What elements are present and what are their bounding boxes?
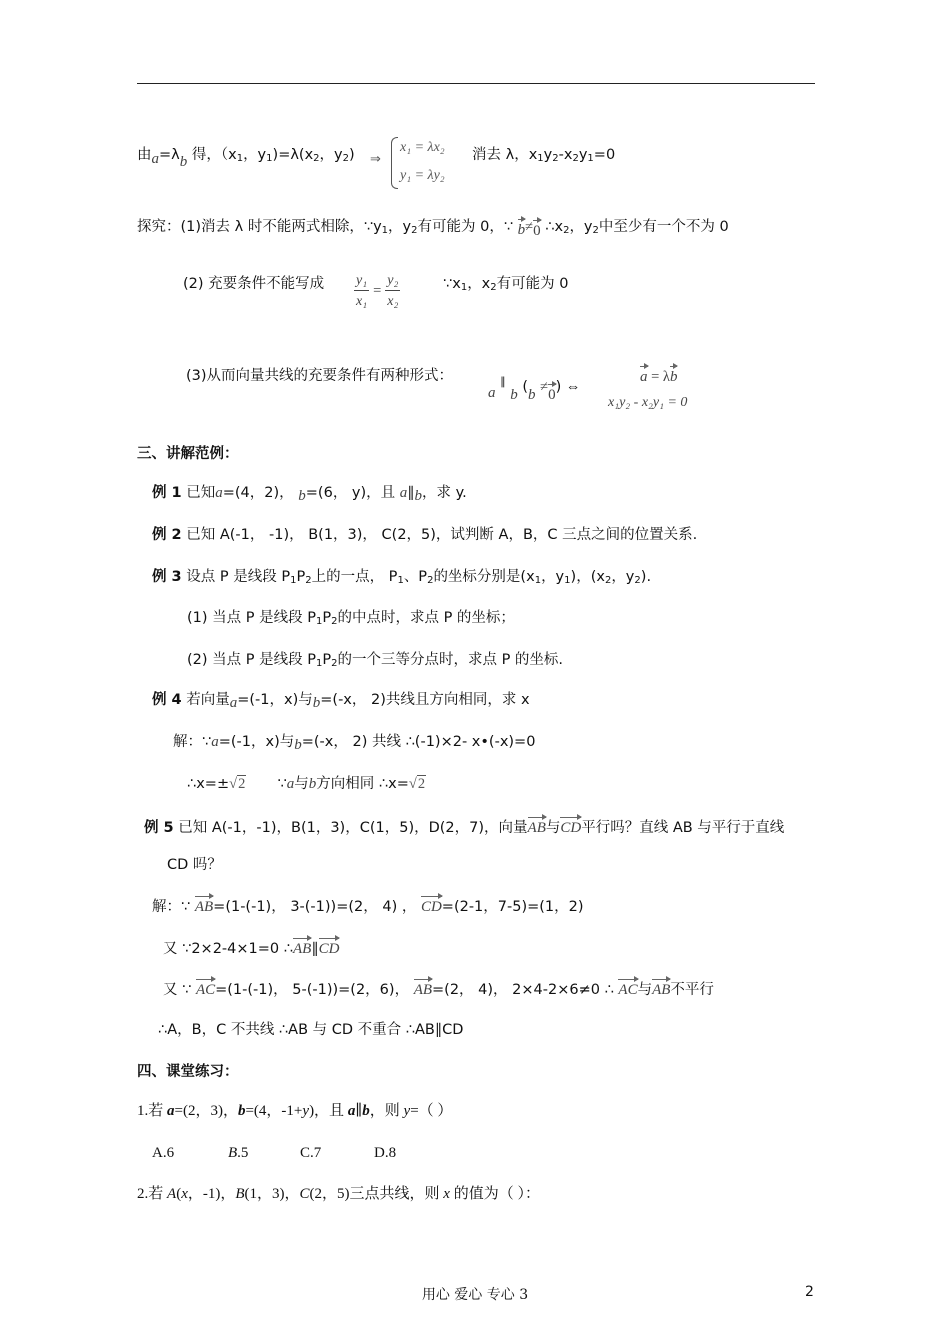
radicand: 2: [238, 776, 246, 792]
bold-a: a: [347, 1103, 356, 1119]
text: =(6， y)，且: [305, 485, 396, 501]
example-label: 例 1: [152, 485, 182, 501]
text: =(1-(-1)， 3-(-1))=(2， 4) ，: [213, 899, 417, 915]
vec-CD: CD: [319, 936, 340, 959]
text: ，x: [467, 276, 491, 292]
text: -x: [558, 147, 573, 163]
vec-AC: AC: [618, 977, 637, 1000]
text: 已知 A(-1， -1)， B(1，3)， C(2，5)，试判断 A，B，C 三点之间的位置关系.: [186, 527, 698, 543]
eliminate-text: [472, 145, 615, 169]
text: ，y: [388, 219, 412, 235]
text: )=λ(x: [272, 147, 314, 163]
vec-AB: AB: [528, 815, 546, 838]
example-2: [152, 525, 697, 545]
explore-1: [137, 217, 729, 241]
vec-zero: 0: [533, 218, 541, 241]
text: =λ: [159, 147, 180, 163]
text: 1.若: [137, 1103, 168, 1119]
example-5: [144, 815, 784, 838]
vec-AC: AC: [196, 977, 215, 1000]
text: (: [176, 1186, 182, 1202]
subscript: 1: [587, 153, 594, 164]
text: ，求 y.: [422, 485, 467, 501]
text: 消去 λ，x: [472, 147, 538, 163]
collinear-condition: [488, 372, 580, 405]
paren: (: [522, 379, 528, 395]
denominator: x₂: [387, 294, 399, 309]
subscript: 2: [552, 153, 559, 164]
vec-b-symbol: b: [414, 488, 423, 504]
question-2: [137, 1184, 540, 1204]
text: =(-1，x)与: [237, 692, 313, 708]
text: 的坐标分别是(x: [433, 569, 535, 585]
example-3-part-2: [187, 650, 563, 674]
subscript: 1: [236, 153, 244, 164]
text: (1) 当点 P 是线段 P: [187, 610, 316, 626]
text: 设点 P 是线段 P: [186, 569, 291, 585]
example-5-solution-1: [152, 894, 584, 917]
text: B: [228, 1145, 238, 1161]
text: =(-1，x)与: [218, 734, 295, 750]
vec-a-symbol: a: [229, 695, 238, 711]
parallel-symbol: ∥: [500, 375, 506, 388]
var-x: x: [443, 1186, 450, 1202]
text: 有可能为 0: [496, 276, 569, 292]
option-c[interactable]: C.7: [300, 1145, 322, 1161]
subscript: 2: [331, 616, 338, 627]
text: ): [349, 147, 355, 163]
text: 解：∵: [152, 899, 191, 915]
text: =0: [593, 147, 616, 163]
text: 2.若: [137, 1186, 168, 1202]
vec-AB: AB: [195, 894, 213, 917]
text: 平行吗？直线 AB 与平行于直线: [581, 820, 785, 836]
equals: =: [373, 283, 382, 299]
text: 已知 A(-1，-1)，B(1，3)，C(1，5)，D(2，7)，向量: [178, 820, 528, 836]
vec-b-symbol: b: [294, 737, 302, 753]
footer-text: 用心 爱心 专心 3: [421, 1287, 529, 1303]
text: 的一个三等分点时，求点 P 的坐标.: [337, 652, 564, 668]
iff-symbol: ⇔: [565, 379, 581, 395]
system-eq-2: y₁ = λy₂: [400, 168, 445, 183]
subscript: 2: [313, 153, 320, 164]
fraction-2: [385, 272, 400, 311]
text: ，y: [611, 569, 635, 585]
text: 中至少有一个不为 0: [598, 219, 729, 235]
text: 探究：(1)消去 λ 时不能两式相除，∵y: [137, 219, 382, 235]
implies-arrow: ⇒: [370, 152, 381, 167]
parallel-symbol: ∥: [311, 941, 319, 957]
point-a: A: [167, 1186, 177, 1202]
example-4-solution-1: [173, 732, 535, 755]
example-5-solution-2: [163, 936, 339, 959]
vec-b-symbol: b: [298, 488, 306, 504]
text: =(2-1，7-5)=(1，2): [441, 899, 584, 915]
subscript: 2: [331, 658, 338, 669]
subscript: 1: [381, 225, 389, 236]
example-label: 例 5: [144, 820, 174, 836]
subscript: 2: [490, 282, 497, 293]
text: ∵: [277, 776, 287, 792]
ratio-formula: [354, 272, 400, 311]
subscript: 2: [563, 225, 570, 236]
subscript: 2: [634, 575, 641, 586]
subscript: 1: [290, 575, 297, 586]
example-4-solution-2: [187, 774, 426, 794]
text: ，y: [541, 569, 565, 585]
text: 若向量: [186, 692, 230, 708]
vec-AB: AB: [414, 977, 432, 1000]
text: 又 ∵2×2-4×1=0 ∴: [163, 941, 293, 957]
vec-zero: 0: [548, 382, 556, 405]
text: 已知: [186, 485, 216, 501]
paren: ): [555, 379, 562, 395]
subscript: 1: [315, 616, 323, 627]
sqrt-2: √2: [408, 776, 426, 792]
text: )，(x: [570, 569, 605, 585]
var-x: x: [181, 1186, 188, 1202]
vec-a: a: [640, 364, 648, 387]
example-label: 例 4: [152, 692, 182, 708]
bold-b: b: [237, 1103, 246, 1119]
vec-b-symbol: b: [312, 695, 321, 711]
form-1: [640, 364, 677, 387]
example-5-cont: CD 吗？: [167, 857, 222, 873]
text: 与: [294, 776, 309, 792]
derivation-line: [137, 145, 355, 172]
section-3-heading: 三、讲解范例：: [137, 446, 239, 462]
text: P: [322, 652, 332, 668]
example-5-solution-3: [163, 977, 714, 1000]
vec-b-symbol: b: [179, 154, 188, 170]
example-1: [152, 483, 467, 506]
vec-b-symbol: b: [308, 776, 317, 792]
bold-a: a: [167, 1103, 175, 1119]
point-c: C: [299, 1186, 310, 1202]
subscript: 1: [266, 153, 273, 164]
vec-CD: CD: [560, 815, 581, 838]
vec-b-symbol: b: [528, 387, 536, 403]
subscript: 2: [305, 575, 312, 586]
option-b[interactable]: [228, 1143, 248, 1163]
question-1: [137, 1101, 452, 1121]
vec-AB: AB: [293, 936, 311, 959]
text: )，且: [309, 1103, 348, 1119]
text: y: [543, 147, 553, 163]
explore-2-text: (2) 充要条件不能写成: [183, 276, 325, 292]
text: 不平行: [670, 982, 714, 998]
text: ∴x=±: [187, 776, 230, 792]
text: y: [578, 147, 588, 163]
vec-b: b: [518, 217, 526, 240]
subscript: 1: [460, 282, 468, 293]
text: 与: [637, 982, 653, 998]
subscript: 1: [397, 575, 404, 586]
text: =(-x， 2)共线且方向相同，求 x: [320, 692, 530, 708]
text: ∴x: [545, 219, 564, 235]
vec-b-symbol: b: [510, 387, 518, 403]
form-2: x₁y₂ - x₂y₁ = 0: [608, 395, 688, 410]
text: 解：∵: [173, 734, 212, 750]
subscript: 2: [342, 153, 350, 164]
example-label: 例 2: [152, 527, 182, 543]
bold-b: b: [362, 1103, 370, 1119]
text: =(4，2)，: [222, 485, 294, 501]
header-rule: [137, 83, 815, 84]
option-d[interactable]: D.8: [374, 1145, 397, 1161]
text: ，-1)，: [187, 1186, 236, 1202]
page-number: 2: [805, 1284, 814, 1300]
text: 方向相同 ∴x=: [316, 776, 409, 792]
section-4-heading: 四、课堂练习：: [137, 1064, 239, 1080]
numerator: y₂: [385, 272, 400, 291]
subscript: 2: [592, 225, 599, 236]
text: ，y: [319, 147, 343, 163]
text: P: [296, 569, 306, 585]
brace: [391, 137, 398, 189]
text: 有可能为 0，∵: [417, 219, 514, 235]
parallel-symbol: ∥: [355, 1103, 363, 1119]
vec-a-symbol: a: [211, 734, 219, 750]
text: ).: [640, 569, 652, 585]
vec-a-symbol: a: [399, 485, 408, 501]
subscript: 1: [564, 575, 571, 586]
example-5-conclusion: ∴A，B，C 不共线 ∴AB 与 CD 不重合 ∴AB∥CD: [158, 1022, 464, 1038]
subscript: 2: [411, 225, 418, 236]
fraction-1: [354, 272, 369, 311]
text: 上的一点， P: [311, 569, 398, 585]
explore-2-tail: [443, 274, 569, 298]
vec-a-symbol: a: [215, 485, 223, 501]
text: 的值为（ ）：: [449, 1186, 540, 1202]
vec-AB: AB: [652, 977, 670, 1000]
subscript: 2: [604, 575, 612, 586]
subscript: 1: [534, 575, 542, 586]
vec-CD: CD: [421, 894, 442, 917]
text: ，则: [369, 1103, 404, 1119]
sqrt-2: √2: [229, 776, 246, 792]
subscript: 2: [572, 153, 579, 164]
text: =(-x， 2) 共线 ∴(-1)×2- x•(-x)=0: [301, 734, 536, 750]
numerator: y₁: [354, 272, 369, 291]
text: P: [322, 610, 332, 626]
text: ，y: [569, 219, 593, 235]
text: (2) 当点 P 是线段 P: [187, 652, 316, 668]
subscript: 2: [427, 575, 434, 586]
parallel-symbol: ∥: [407, 485, 415, 501]
neq: ≠: [540, 379, 549, 395]
point-b: B: [235, 1186, 245, 1202]
text: = λ: [651, 369, 670, 385]
text: 由: [137, 147, 152, 163]
vec-a-symbol: a: [151, 151, 159, 167]
text: =（ ）: [410, 1103, 453, 1119]
explore-3-text: (3)从而向量共线的充要条件有两种形式：: [186, 368, 454, 384]
text: =(4，-1+: [245, 1103, 303, 1119]
text: 、P: [403, 569, 428, 585]
text: ∵x: [443, 276, 461, 292]
vec-a-symbol: a: [286, 776, 295, 792]
text: 与: [545, 820, 561, 836]
vec-a-symbol: a: [488, 385, 496, 401]
vec-b: b: [670, 364, 678, 387]
text: (1，3)，: [244, 1186, 300, 1202]
text: (2，5)三点共线，则: [309, 1186, 444, 1202]
text: 又 ∵: [163, 982, 192, 998]
subscript: 1: [537, 153, 544, 164]
example-4: [152, 690, 530, 713]
example-3: [152, 567, 651, 591]
text: 得，（x: [191, 147, 237, 163]
text: =(1-(-1)， 5-(-1))=(2，6)，: [215, 982, 410, 998]
example-label: 例 3: [152, 569, 182, 585]
text: ，y: [243, 147, 267, 163]
radicand: 2: [417, 776, 426, 792]
text: =(2， 4)， 2×4-2×6≠0 ∴: [432, 982, 614, 998]
text: .5: [237, 1145, 249, 1161]
subscript: 1: [315, 658, 323, 669]
var-y: y: [403, 1103, 411, 1119]
example-3-part-1: [187, 608, 515, 632]
question-1-options: [152, 1143, 397, 1163]
denominator: x₁: [356, 294, 368, 309]
text: =(2，3)，: [174, 1103, 238, 1119]
system-eq-1: x₁ = λx₂: [400, 140, 445, 155]
var-y: y: [302, 1103, 310, 1119]
option-a[interactable]: A.6: [152, 1145, 175, 1161]
neq: ≠: [525, 219, 534, 235]
text: 的中点时，求点 P 的坐标；: [337, 610, 515, 626]
